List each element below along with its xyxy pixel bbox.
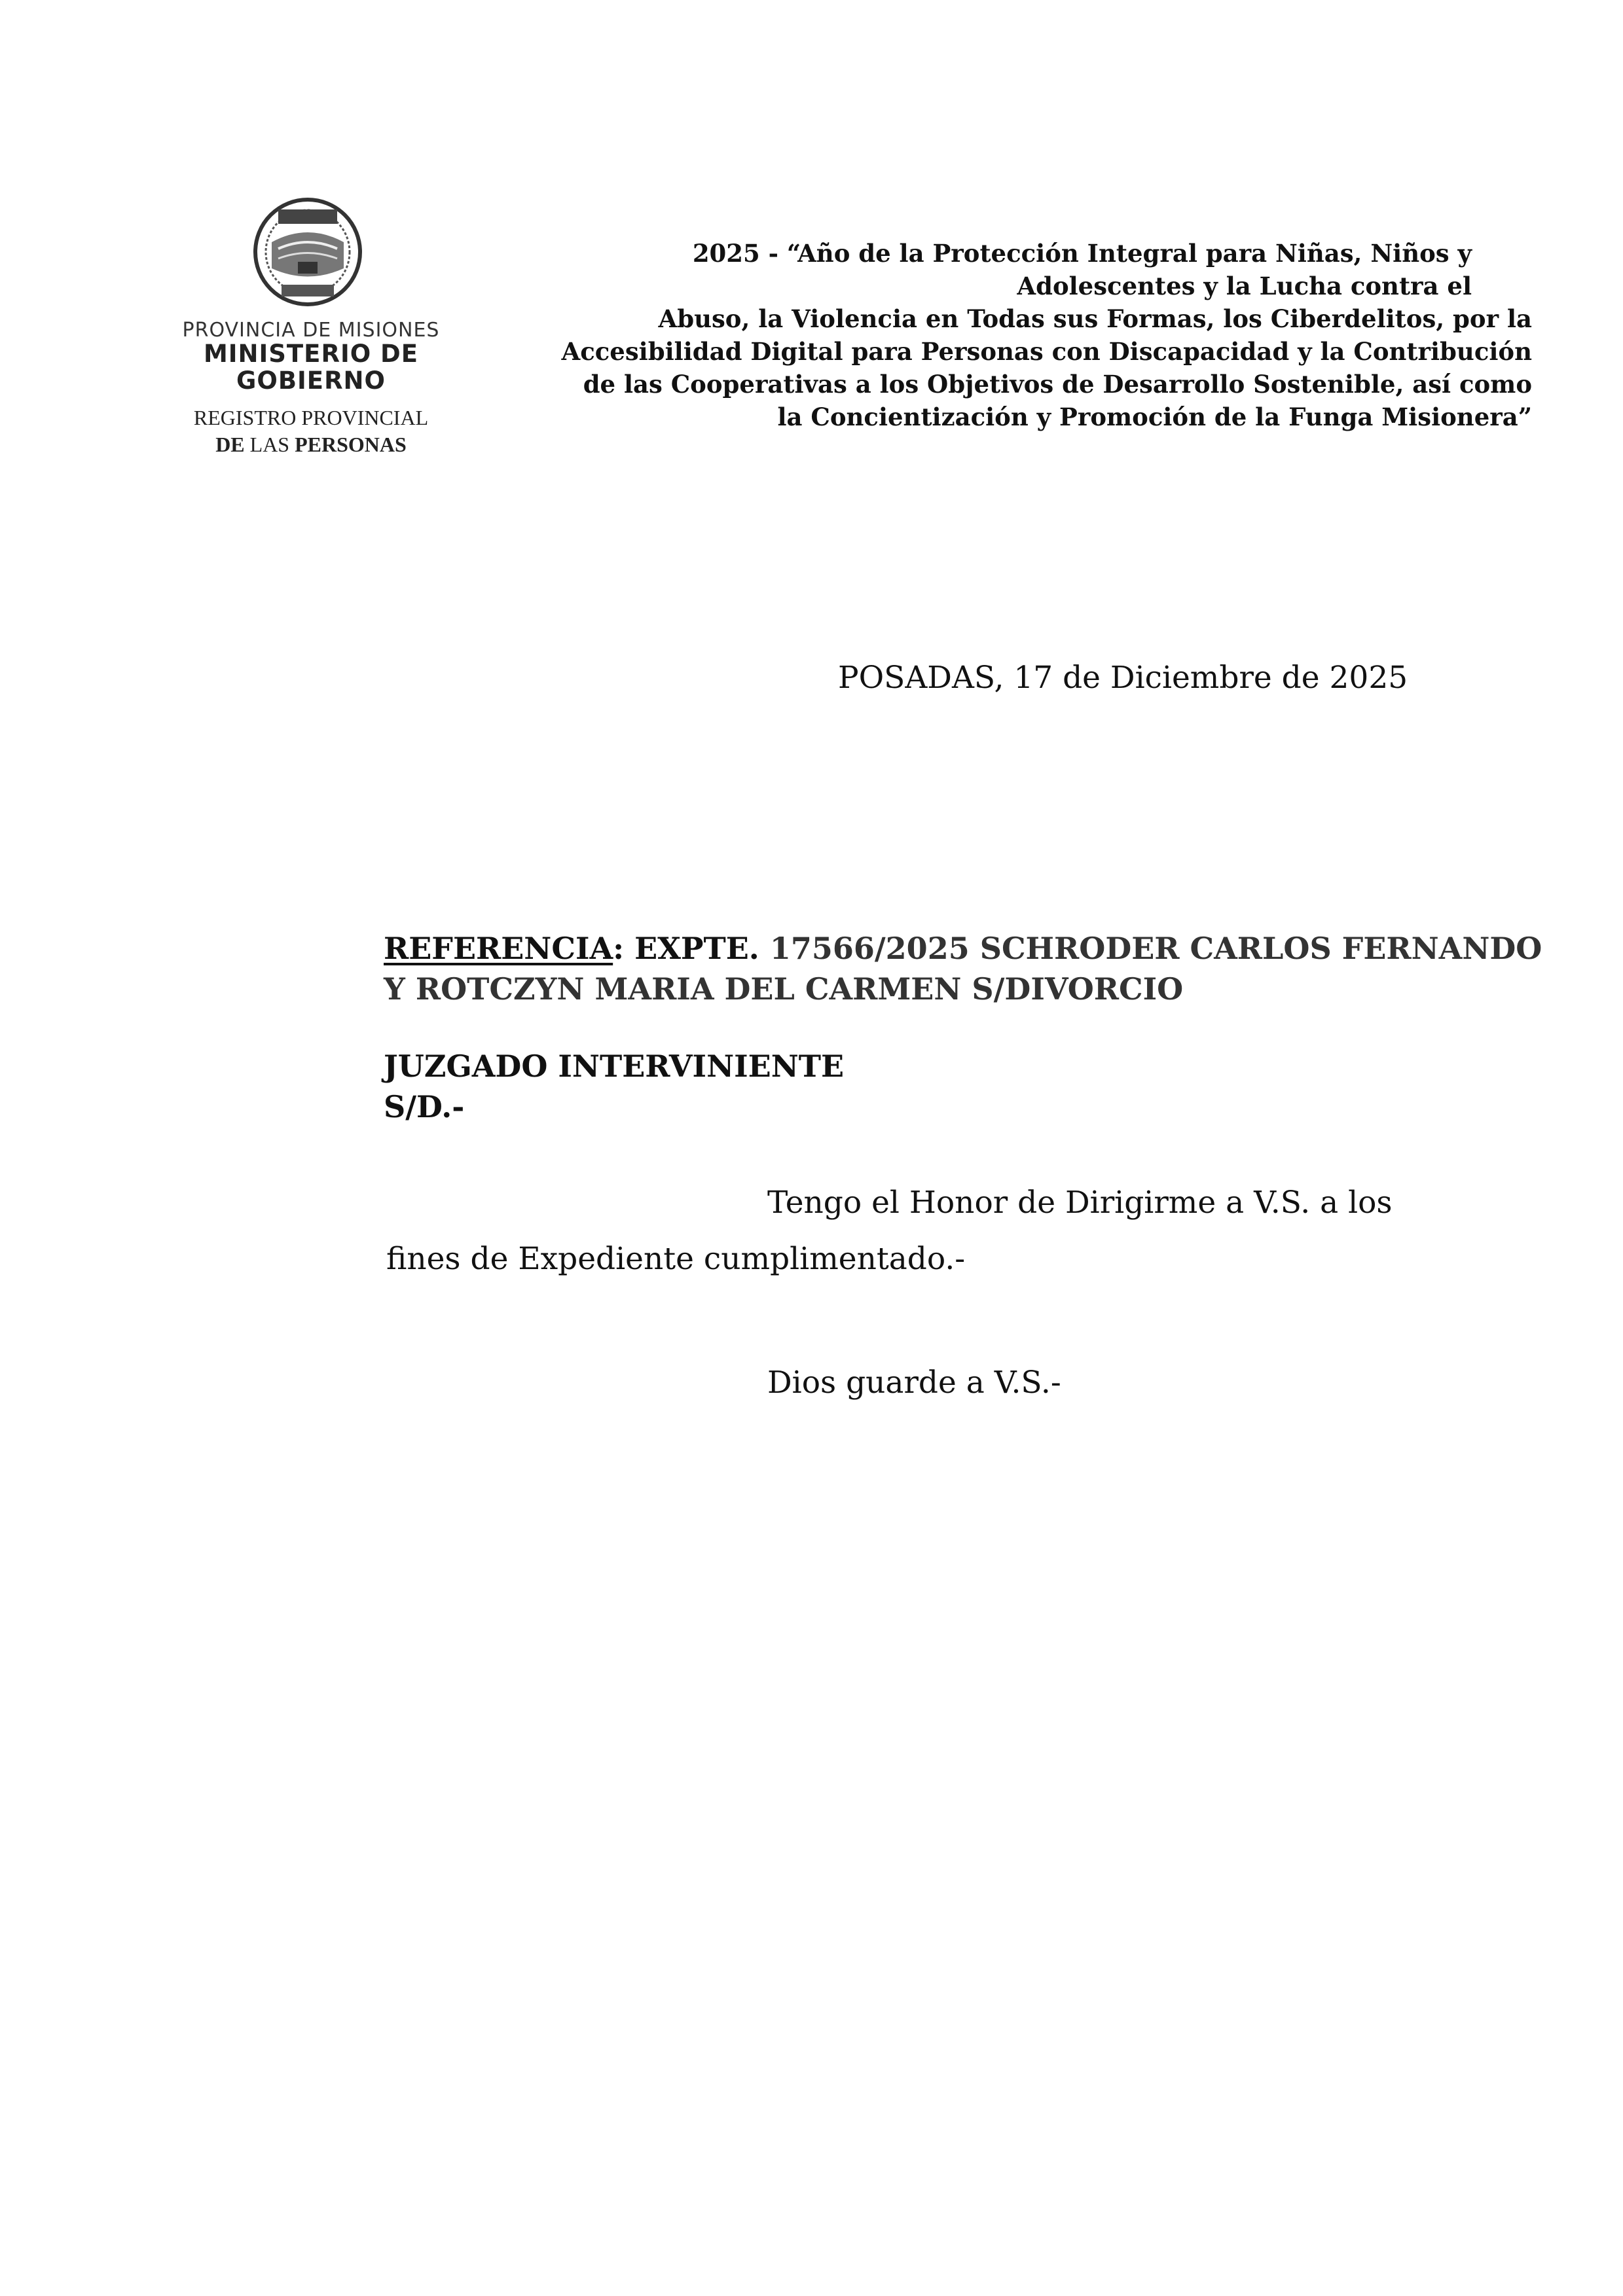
ministry-name: MINISTERIO DE GOBIERNO — [203, 340, 419, 395]
reference-block — [384, 928, 1575, 1009]
body-line-2: fines de Expediente cumplimentado.- — [386, 1241, 966, 1277]
year-motto — [471, 237, 1532, 433]
reference-colon: : — [613, 931, 625, 966]
registry-line-2-mid: LAS — [244, 432, 295, 456]
provincial-seal-icon — [252, 196, 363, 308]
registry-line-2-prefix: DE — [215, 432, 245, 456]
motto-line: de las Cooperativas a los Objetivos de Desarrollo Sostenible, así como — [583, 370, 1532, 399]
case-title-line-1: 17566/2025 SCHRODER CARLOS FERNANDO — [769, 931, 1542, 966]
registry-line-2-bold: PERSONAS — [295, 432, 407, 456]
motto-line: 2025 - “Año de la Protección Integral para Niñas, Niños y — [692, 239, 1472, 268]
province-name: PROVINCIA DE MISIONES — [182, 319, 440, 342]
registry-line-2 — [147, 431, 475, 458]
motto-line: Abuso, la Violencia en Todas sus Formas, los Ciberdelitos, por la — [658, 304, 1532, 333]
registry-name — [147, 404, 475, 458]
case-title-line-2: Y ROTCZYN MARIA DEL CARMEN S/DIVORCIO — [384, 971, 1184, 1007]
addressee-line-1: JUZGADO INTERVINIENTE — [384, 1049, 845, 1084]
reference-label: REFERENCIA — [384, 931, 613, 966]
letter-date: POSADAS, 17 de Diciembre de 2025 — [838, 660, 1408, 696]
motto-line: Adolescentes y la Lucha contra el — [1017, 272, 1472, 300]
motto-line: Accesibilidad Digital para Personas con Discapacidad y la Contribución — [561, 337, 1532, 366]
body-line-1: Tengo el Honor de Dirigirme a V.S. a los — [767, 1185, 1393, 1221]
motto-line: la Concientización y Promoción de la Funga Misionera” — [777, 403, 1532, 431]
ministry-block — [147, 319, 475, 394]
addressee-line-2: S/D.- — [384, 1089, 465, 1124]
closing-line: Dios guarde a V.S.- — [767, 1365, 1061, 1401]
addressee-block — [384, 1046, 844, 1127]
registry-line-1: REGISTRO PROVINCIAL — [193, 406, 429, 429]
reference-line-1 — [384, 928, 1575, 969]
reference-prefix: EXPTE. — [624, 931, 770, 966]
